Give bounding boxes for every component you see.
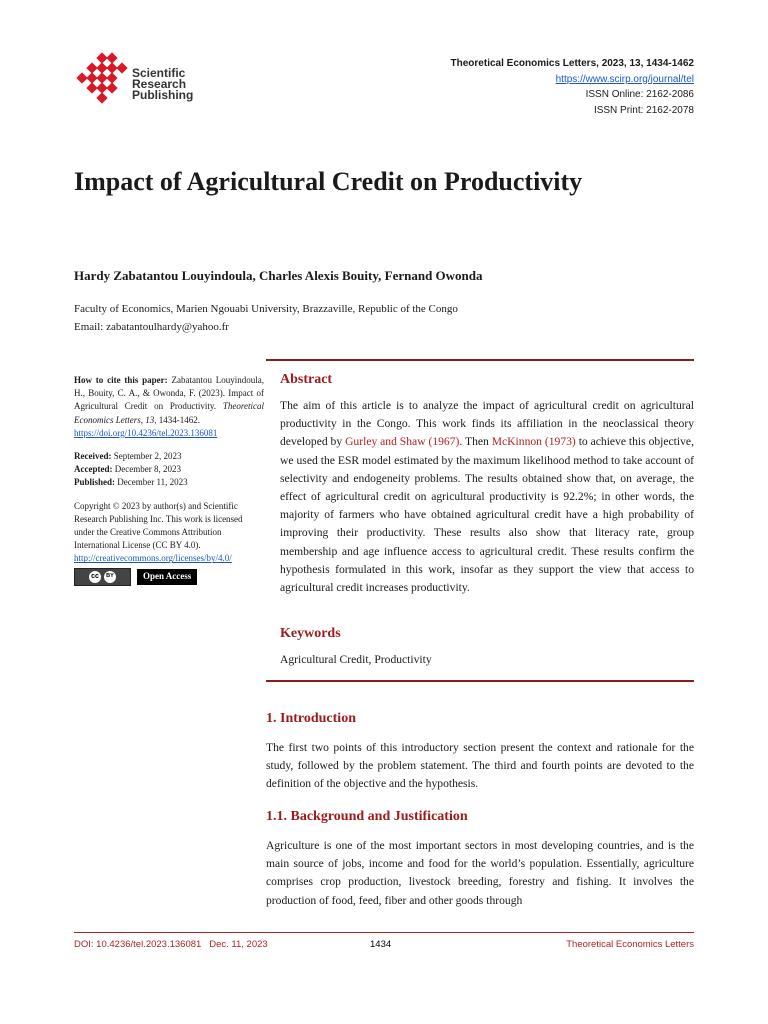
cite-label: How to cite this paper: bbox=[74, 375, 168, 385]
license-link[interactable]: http://creativecommons.org/licenses/by/4.0/ bbox=[74, 553, 232, 564]
abstract-body bbox=[280, 397, 694, 597]
author-email: Email: zabatantoulhardy@yahoo.fr bbox=[74, 321, 229, 333]
keywords-body bbox=[280, 651, 694, 669]
footer-doi-date bbox=[74, 939, 268, 950]
abstract-heading: Abstract bbox=[280, 372, 333, 387]
abstract-text-2: . Then bbox=[459, 435, 489, 449]
publisher-line-3: Publishing bbox=[132, 88, 194, 102]
ref-mckinnon-link[interactable]: McKinnon (1973) bbox=[491, 435, 576, 449]
article-info-sidebar bbox=[74, 374, 264, 586]
affiliation: Faculty of Economics, Marien Ngouabi University, Brazzaville, Republic of the Congo bbox=[74, 303, 458, 315]
abstract-text-3: to achieve this objective, we used the ESR model estimated by the maximum likelihood method to take account of selectivity and endogeneity problems. The results obtained show that, on average, the effect of agricultural credit on agricultural productivity is 92.2%; in other words, the majority of farmers who have obtained agricultural credit have a high probability of improving their productivity. These results also show that literacy rate, group membership and age influence access to agricultural credit. These results confirm the hypothesis formulated in this work, insofar as they support the view that access to agricultural credit increases productivity. bbox=[280, 435, 694, 595]
publisher-line-1: Scientific bbox=[132, 66, 186, 80]
how-to-cite bbox=[74, 374, 264, 440]
copyright-notice bbox=[74, 500, 264, 566]
page-number: 1434 bbox=[370, 939, 392, 950]
by-icon: BY bbox=[104, 571, 116, 583]
issn-online: ISSN Online: 2162-2086 bbox=[585, 89, 694, 100]
page-footer bbox=[74, 939, 694, 953]
received-date: September 2, 2023 bbox=[113, 451, 182, 462]
keywords-heading: Keywords bbox=[280, 626, 341, 641]
introduction-heading: 1. Introduction bbox=[266, 711, 356, 726]
author-affiliation-block bbox=[74, 300, 458, 336]
cite-text: Zabatantou Louyindoula, H., Bouity, C. A., & Owonda, F. (2023). Impact of Agricultural Credit on Productivity. bbox=[74, 375, 264, 412]
copyright-text: Copyright © 2023 by author(s) and Scientific Research Publishing Inc. This work is licensed under the Creative Commons Attribution International License (CC BY 4.0). bbox=[74, 500, 243, 551]
cite-pages: 1434-1462. bbox=[158, 414, 200, 425]
background-body bbox=[266, 837, 694, 910]
article-dates bbox=[74, 450, 264, 490]
cc-icon: cc bbox=[89, 571, 101, 583]
introduction-body bbox=[266, 739, 694, 794]
doi-link[interactable]: https://doi.org/10.4236/tel.2023.136081 bbox=[74, 427, 218, 438]
background-text: Agriculture is one of the most important sectors in most developing countries, and is the main source of jobs, income and food for the world’s population. Essentially, agriculture comprises crop production, livestock breeding, forestry and fishing. It involves the production of food, feed, fiber and other goods through bbox=[266, 839, 694, 907]
license-badges bbox=[74, 568, 264, 586]
journal-citation: Theoretical Economics Letters, 2023, 13, 1434-1462 bbox=[450, 58, 694, 69]
published-label: Published: bbox=[74, 477, 116, 488]
footer-rule bbox=[74, 932, 694, 933]
publisher-name bbox=[132, 68, 193, 101]
ref-gurley-shaw-link[interactable]: Gurley and Shaw (1967) bbox=[345, 435, 460, 449]
footer-doi: DOI: 10.4236/tel.2023.136081 bbox=[74, 939, 202, 950]
published-date: December 11, 2023 bbox=[117, 477, 188, 488]
received-label: Received: bbox=[74, 451, 112, 462]
article-authors: Hardy Zabatantou Louyindoula, Charles Alexis Bouity, Fernand Owonda bbox=[74, 268, 483, 283]
abstract-text-1: The aim of this article is to analyze the impact of agricultural credit on agricultural productivity in the Congo. This work finds its affiliation in the neoclassical theory developed by bbox=[280, 399, 694, 449]
footer-journal: Theoretical Economics Letters bbox=[566, 939, 694, 950]
journal-meta bbox=[451, 56, 694, 118]
open-access-badge: Open Access bbox=[137, 569, 197, 585]
accepted-date: December 8, 2023 bbox=[114, 464, 181, 475]
abstract-bottom-rule bbox=[266, 680, 694, 682]
scirp-diamond-logo-icon bbox=[76, 52, 130, 110]
footer-date: Dec. 11, 2023 bbox=[209, 939, 268, 950]
background-heading: 1.1. Background and Justification bbox=[266, 809, 468, 824]
abstract-top-rule bbox=[266, 359, 694, 361]
publisher-logo bbox=[76, 52, 206, 112]
keywords-text: Agricultural Credit, Productivity bbox=[280, 653, 432, 666]
issn-print: ISSN Print: 2162-2078 bbox=[593, 104, 694, 116]
article-title: Impact of Agricultural Credit on Productivity bbox=[74, 167, 583, 196]
accepted-label: Accepted: bbox=[74, 464, 113, 475]
publisher-line-2: Research bbox=[132, 77, 187, 91]
introduction-text: The first two points of this introductory section present the context and rationale for the study, followed by the problem statement. The third and fourth points are devoted to the definition of the objective and the hypothesis. bbox=[266, 741, 694, 791]
journal-url-link[interactable]: https://www.scirp.org/journal/tel bbox=[555, 73, 694, 85]
abstract-text bbox=[280, 397, 694, 597]
cc-by-badge[interactable] bbox=[74, 568, 131, 586]
cite-journal: Theoretical Economics Letters, 13, bbox=[74, 401, 264, 425]
